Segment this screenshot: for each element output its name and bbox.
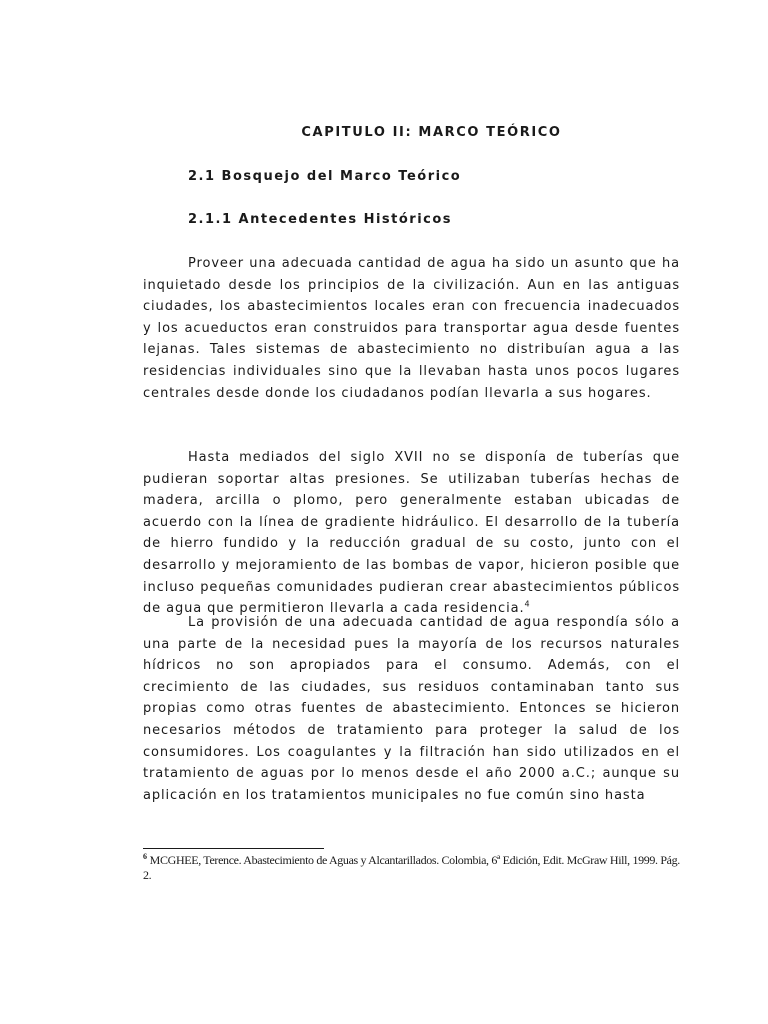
paragraph-3 xyxy=(143,612,680,806)
paragraph-1 xyxy=(143,253,680,404)
section-heading: 2.1 Bosquejo del Marco Teórico xyxy=(188,169,462,184)
subsection-heading: 2.1.1 Antecedentes Históricos xyxy=(188,212,453,227)
footnote-separator xyxy=(143,848,324,849)
chapter-title: CAPITULO II: MARCO TEÓRICO xyxy=(301,125,562,140)
footnote-text: MCGHEE, Terence. Abastecimiento de Aguas y Alcantarillados. Colombia, 6ª Edición, Edit. McGraw Hill, 1999. Pág. 2. xyxy=(143,853,680,882)
paragraph-1-text: Proveer una adecuada cantidad de agua ha sido un asunto que ha inquietado desde los principios de la civilización. Aun en las antiguas ciudades, los abastecimientos locales eran con frecuencia inadecuados y los acueductos eran construidos para transportar agua desde fuentes lejanas. Tales sistemas de abastecimiento no distribuían agua a las residencias individuales sino que la llevaban hasta unos pocos lugares centrales desde donde los ciudadanos podían llevarla a sus hogares. xyxy=(143,256,680,401)
footnote xyxy=(143,853,683,882)
footnote-reference: 4 xyxy=(524,599,530,609)
paragraph-3-text: La provisión de una adecuada cantidad de agua respondía sólo a una parte de la necesidad pues la mayoría de los recursos naturales hídricos no son apropiados para el consumo. Además, con el crecimiento de las ciudades, sus residuos contaminaban tanto sus propias como otras fuentes de abastecimiento. Entonces se hicieron necesarios métodos de tratamiento para proteger la salud de los consumidores. Los coagulantes y la filtración han sido utilizados en el tratamiento de aguas por lo menos desde el año 2000 a.C.; aunque su aplicación en los tratamientos municipales no fue común sino hasta xyxy=(143,615,680,803)
paragraph-2-text: Hasta mediados del siglo XVII no se disponía de tuberías que pudieran soportar altas presiones. Se utilizaban tuberías hechas de madera, arcilla o plomo, pero generalmente estaban ubicadas de acuerdo con la línea de gradiente hidráulico. El desarrollo de la tubería de hierro fundido y la reducción gradual de su costo, junto con el desarrollo y mejoramiento de las bombas de vapor, hicieron posible que incluso pequeñas comunidades pudieran crear abastecimientos públicos de agua que permitieron llevarla a cada residencia. xyxy=(143,450,680,617)
paragraph-2 xyxy=(143,447,680,620)
footnote-marker: 6 xyxy=(143,852,147,861)
